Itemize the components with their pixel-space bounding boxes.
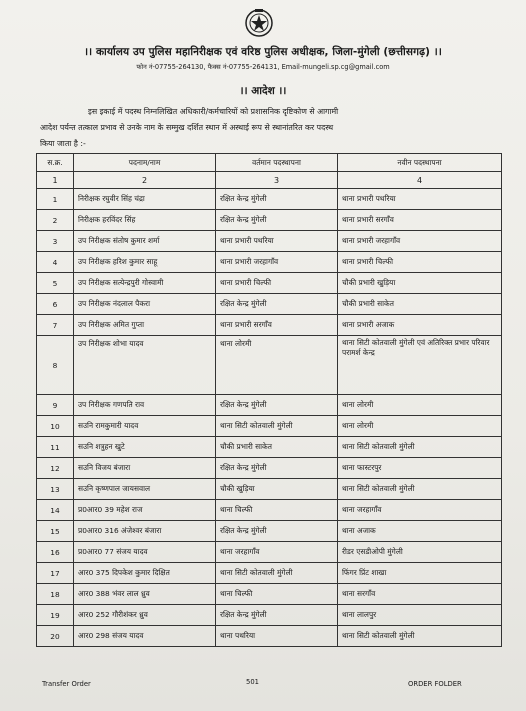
table-row	[37, 189, 502, 210]
new-posting-cell: थाना जरहागाँव	[338, 500, 502, 521]
name-cell: उप निरीक्षक सत्येन्द्रपुरी गोस्वामी	[74, 273, 216, 294]
table-row	[37, 315, 502, 336]
new-posting-cell: थाना प्रभारी सरगाँव	[338, 210, 502, 231]
name-cell: उप निरीक्षक अमित गुप्ता	[74, 315, 216, 336]
table-row	[37, 437, 502, 458]
current-posting-cell: थाना प्रभारी सरगाँव	[216, 315, 338, 336]
serial-cell: 19	[37, 605, 74, 626]
index-cell: 3	[216, 172, 338, 189]
column-index-row	[37, 172, 502, 189]
index-cell: 1	[37, 172, 74, 189]
serial-cell: 9	[37, 395, 74, 416]
index-cell: 2	[74, 172, 216, 189]
serial-cell: 4	[37, 252, 74, 273]
name-cell: प्र0आर0 39 महेश राज	[74, 500, 216, 521]
current-posting-cell: थाना चिल्फी	[216, 584, 338, 605]
serial-cell: 15	[37, 521, 74, 542]
current-posting-cell: रक्षित केन्द्र मुंगेली	[216, 395, 338, 416]
serial-cell: 2	[37, 210, 74, 231]
serial-cell: 13	[37, 479, 74, 500]
order-intro	[40, 104, 495, 152]
current-posting-cell: रक्षित केन्द्र मुंगेली	[216, 605, 338, 626]
contact-line: फोन नं-07755-264130, फैक्स नं-07755-264131, Email-mungeli.sp.cg@gmail.com	[136, 63, 390, 71]
new-posting-cell: थाना सिटी कोतवाली मुंगेली एवं अतिरिक्त प्रभार परिवार परामर्श केन्द्र	[338, 336, 502, 395]
serial-cell: 20	[37, 626, 74, 647]
table-row	[37, 605, 502, 626]
name-cell: उप निरीक्षक नंदलाल पैकरा	[74, 294, 216, 315]
footer-left: Transfer Order	[42, 680, 91, 688]
current-posting-cell: रक्षित केन्द्र मुंगेली	[216, 458, 338, 479]
name-cell: सउनि कृष्णपाल जायसवाल	[74, 479, 216, 500]
order-heading: ।। आदेश ।।	[239, 85, 287, 97]
new-posting-cell: थाना प्रभारी जरहागाँव	[338, 231, 502, 252]
current-posting-cell: रक्षित केन्द्र मुंगेली	[216, 189, 338, 210]
current-posting-cell: थाना लोरमी	[216, 336, 338, 395]
current-posting-cell: रक्षित केन्द्र मुंगेली	[216, 521, 338, 542]
table-row	[37, 336, 502, 395]
serial-cell: 16	[37, 542, 74, 563]
table-row	[37, 479, 502, 500]
current-posting-cell: चौकी प्रभारी साकेत	[216, 437, 338, 458]
current-posting-cell: रक्षित केन्द्र मुंगेली	[216, 210, 338, 231]
current-posting-cell: थाना पथरिया	[216, 626, 338, 647]
new-posting-cell: थाना अजाक	[338, 521, 502, 542]
header-current-posting: वर्तमान पदस्थापना	[216, 154, 338, 172]
new-posting-cell: थाना लोरमी	[338, 395, 502, 416]
name-cell: सउनि रामकुमारी यादव	[74, 416, 216, 437]
serial-cell: 18	[37, 584, 74, 605]
serial-cell: 10	[37, 416, 74, 437]
table-row	[37, 500, 502, 521]
name-cell: आर0 388 भंवर लाल ध्रुव	[74, 584, 216, 605]
name-cell: प्र0आर0 316 अंजेश्वर बंजारा	[74, 521, 216, 542]
table-row	[37, 563, 502, 584]
new-posting-cell: थाना सिटी कोतवाली मुंगेली	[338, 626, 502, 647]
name-cell: प्र0आर0 77 संजय यादव	[74, 542, 216, 563]
table-row	[37, 626, 502, 647]
serial-cell: 12	[37, 458, 74, 479]
name-cell: सउनि विजय बंजारा	[74, 458, 216, 479]
serial-cell: 5	[37, 273, 74, 294]
table-row	[37, 294, 502, 315]
serial-cell: 1	[37, 189, 74, 210]
current-posting-cell: थाना जरहागाँव	[216, 542, 338, 563]
current-posting-cell: थाना सिटी कोतवाली मुंगेली	[216, 416, 338, 437]
current-posting-cell: चौकी खुड़िया	[216, 479, 338, 500]
new-posting-cell: चौकी प्रभारी साकेत	[338, 294, 502, 315]
table-header-row	[37, 154, 502, 172]
name-cell: सउनि शत्रुहन खुटे	[74, 437, 216, 458]
serial-cell: 7	[37, 315, 74, 336]
new-posting-cell: रीडर एसडीओपी मुंगेली	[338, 542, 502, 563]
new-posting-cell: थाना लोरमी	[338, 416, 502, 437]
current-posting-cell: रक्षित केन्द्र मुंगेली	[216, 294, 338, 315]
table-row	[37, 273, 502, 294]
table-row	[37, 584, 502, 605]
table-row	[37, 231, 502, 252]
name-cell: आर0 375 दिपकेश कुमार दिक्षित	[74, 563, 216, 584]
intro-line-1: इस इकाई में पदस्थ निम्नलिखित अधिकारी/कर्मचारियों को प्रशासनिक दृष्टिकोण से आगामी	[88, 107, 339, 116]
name-cell: आर0 298 संजय यादव	[74, 626, 216, 647]
name-cell: आर0 252 गौरीशंकर ध्रुव	[74, 605, 216, 626]
name-cell: निरीक्षक रघुवीर सिंह चंद्रा	[74, 189, 216, 210]
name-cell: उप निरीक्षक हरिश कुमार साहू	[74, 252, 216, 273]
table-row	[37, 521, 502, 542]
page-footer	[0, 678, 526, 692]
current-posting-cell: थाना प्रभारी जरहागाँव	[216, 252, 338, 273]
serial-cell: 6	[37, 294, 74, 315]
new-posting-cell: थाना लालपुर	[338, 605, 502, 626]
new-posting-cell: चौकी प्रभारी खुड़िया	[338, 273, 502, 294]
serial-cell: 17	[37, 563, 74, 584]
intro-line-3: किया जाता है :-	[40, 139, 86, 148]
intro-line-2: आदेश पर्यन्त तत्काल प्रभाव से उनके नाम के सम्मुख दर्शित स्थान में अस्थाई रूप से स्थानांतरित कर पदस्थ	[40, 123, 334, 132]
footer-page-number: 501	[246, 678, 259, 686]
police-emblem-icon	[244, 8, 274, 38]
new-posting-cell: थाना प्रभारी चिल्फी	[338, 252, 502, 273]
header-new-posting: नवीन पदस्थापना	[338, 154, 502, 172]
name-cell: उप निरीक्षक गणपति राव	[74, 395, 216, 416]
index-cell: 4	[338, 172, 502, 189]
new-posting-cell: फिंगर प्रिंट शाखा	[338, 563, 502, 584]
table-row	[37, 416, 502, 437]
table-row	[37, 458, 502, 479]
table-row	[37, 252, 502, 273]
footer-right: ORDER FOLDER	[408, 680, 462, 688]
office-title: ।। कार्यालय उप पुलिस महानिरीक्षक एवं वरिष्ठ पुलिस अधीक्षक, जिला-मुंगेली (छत्तीसगढ़) ।।	[84, 46, 442, 58]
serial-cell: 11	[37, 437, 74, 458]
serial-cell: 8	[37, 336, 74, 395]
serial-cell: 14	[37, 500, 74, 521]
header-serial: स.क्र.	[37, 154, 74, 172]
new-posting-cell: थाना फास्टरपुर	[338, 458, 502, 479]
name-cell: निरीक्षक हरविंदर सिंह	[74, 210, 216, 231]
serial-cell: 3	[37, 231, 74, 252]
table-row	[37, 542, 502, 563]
new-posting-cell: थाना सरगाँव	[338, 584, 502, 605]
current-posting-cell: थाना सिटी कोतवाली मुंगेली	[216, 563, 338, 584]
table-row	[37, 210, 502, 231]
current-posting-cell: थाना प्रभारी पथरिया	[216, 231, 338, 252]
current-posting-cell: थाना प्रभारी चिल्फी	[216, 273, 338, 294]
transfer-table	[36, 153, 502, 647]
new-posting-cell: थाना प्रभारी पथरिया	[338, 189, 502, 210]
new-posting-cell: थाना सिटी कोतवाली मुंगेली	[338, 479, 502, 500]
name-cell: उप निरीक्षक संतोष कुमार शर्मा	[74, 231, 216, 252]
header-name: पदनाम/नाम	[74, 154, 216, 172]
name-cell: उप निरीक्षक शोभा यादव	[74, 336, 216, 395]
table-row	[37, 395, 502, 416]
new-posting-cell: थाना प्रभारी अजाक	[338, 315, 502, 336]
current-posting-cell: थाना चिल्फी	[216, 500, 338, 521]
new-posting-cell: थाना सिटी कोतवाली मुंगेली	[338, 437, 502, 458]
